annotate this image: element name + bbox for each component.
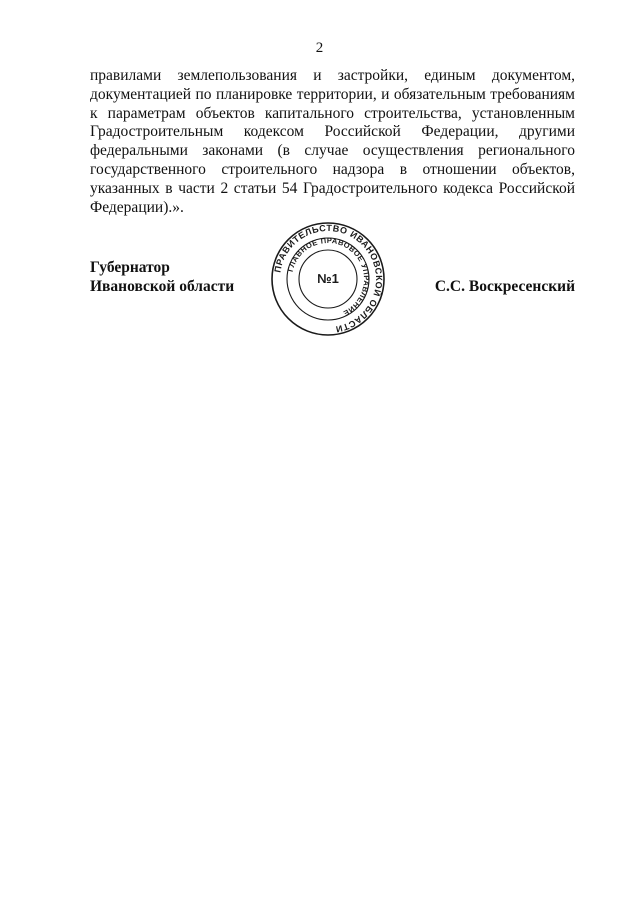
body-line: документацией по планировке территории, и обязательным требованиям [90, 85, 575, 103]
official-seal [270, 221, 386, 337]
signatory-position [90, 258, 234, 296]
seal-outer-text-path: ПРАВИТЕЛЬСТВО ИВАНОВСКОЙ ОБЛАСТИ [272, 222, 385, 335]
signatory-name: С.С. Воскресенский [434, 278, 575, 295]
signatory-title: Губернатор [90, 259, 170, 276]
body-line: Градостроительным кодексом Российской Федерации, другими [90, 123, 575, 141]
body-line: правилами землепользования и застройки, единым документом, [90, 67, 575, 84]
page-number: 2 [315, 40, 324, 56]
signatory-region: Ивановской области [90, 278, 235, 295]
seal-stamp-icon [270, 221, 386, 337]
body-line: федеральными законами (в случае осуществления регионального [90, 142, 575, 160]
body-line: государственного строительного надзора в отношении объектов, [90, 160, 575, 178]
seal-inner-text-path: ГЛАВНОЕ ПРАВОВОЕ УПРАВЛЕНИЕ [285, 235, 372, 319]
seal-number: №1 [317, 271, 339, 286]
body-line: Федерации).». [90, 198, 184, 216]
body-line: к параметрам объектов капитального строительства, установленным [90, 104, 575, 122]
body-text [90, 67, 575, 217]
body-line: указанных в части 2 статьи 54 Градостроительного кодекса Российской [90, 179, 575, 197]
